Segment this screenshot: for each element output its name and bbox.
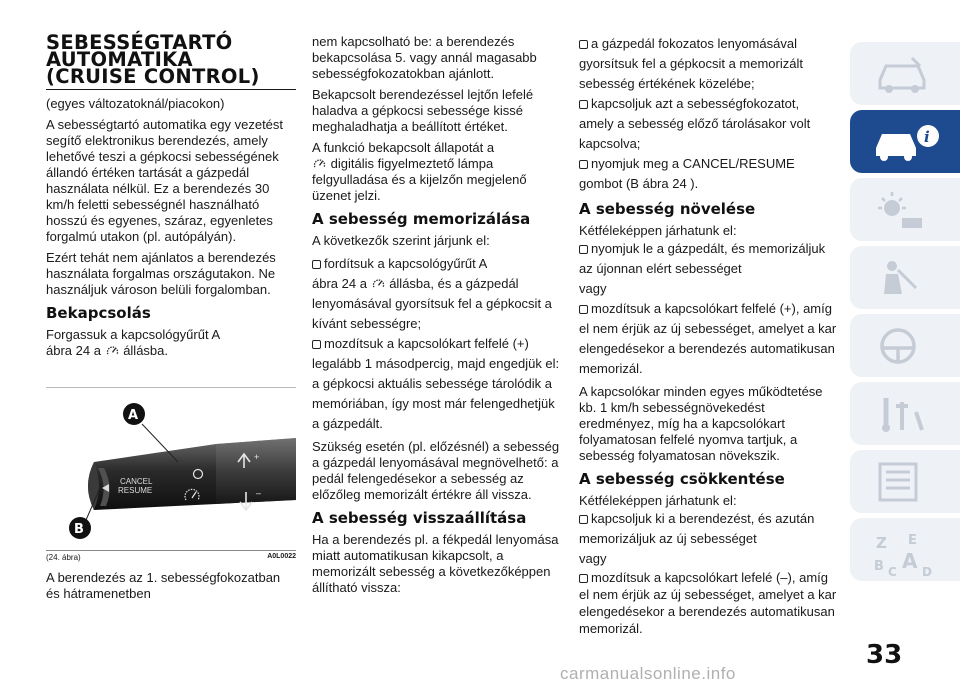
svg-text:Z: Z: [876, 534, 887, 552]
bullet-icon: [579, 245, 588, 254]
svg-text:D: D: [922, 565, 932, 578]
figure-resume-text: RESUME: [118, 486, 153, 495]
figure-caption-text: (24. ábra): [46, 553, 81, 562]
heading-csokkentes: A sebesség csökkentése: [579, 470, 785, 488]
list-item: kapcsoljuk azt a sebességfokozatot, amely a sebesség előző tárolásakor volt kapcsolva;: [579, 96, 811, 151]
paragraph-two-ways-2: Kétféleképpen járhatunk el:: [579, 493, 737, 508]
svg-text:–: –: [256, 488, 262, 498]
heading-visszaallitas: A sebesség visszaállítása: [312, 509, 527, 527]
chapter-tab-airbag[interactable]: [850, 246, 960, 309]
figure-24: [46, 392, 296, 562]
bullet-icon: [312, 260, 321, 269]
bullet-icon: [579, 160, 588, 169]
paragraph-steps-intro: A következők szerint járjunk el:: [312, 233, 490, 248]
column-3: [579, 34, 837, 637]
bekapcsolas-paragraph: Forgassuk a kapcsológyűrűt A ábra 24 a állásba.: [46, 327, 221, 358]
figure-caption: [46, 550, 296, 562]
figure-code: A0L0022: [267, 553, 296, 560]
steering-wheel-icon: [872, 324, 932, 368]
bullet-icon: [579, 515, 588, 524]
svg-text:B: B: [874, 559, 884, 574]
intro-paragraph: A sebességtartó automatika egy vezetést segítő elektronikus berendezés, amely lehetővé teszi a gépkocsi sebességének állandó értéken tartását a gázpedál használata nélkül. Ez a berendezés 30 km/h feletti sebességnél használható hosszú és egyenes, száraz, egyenletes forgalmú utakon (pl. autópályán).: [46, 117, 284, 244]
list-item: a gázpedál fokozatos lenyomásával gyorsítsuk fel a gépkocsit a memorizált sebesség értékének közelébe;: [579, 36, 803, 91]
svg-text:C: C: [888, 565, 897, 578]
list-item: nyomjuk meg a CANCEL/RESUME gombot (B ábra 24 ).: [579, 156, 795, 191]
paragraph-downhill: Bekapcsolt berendezéssel lejtőn lefelé haladva a gépkocsi sebessége kissé meghaladhatja a beállított értéket.: [312, 87, 534, 134]
section-title: [46, 31, 296, 90]
car-info-icon: [872, 120, 942, 164]
gear-note-paragraph: A berendezés az 1. sebességfokozatban és hátramenetben: [46, 570, 281, 601]
chapter-tab-index[interactable]: [850, 518, 960, 581]
subtitle: (egyes változatoknál/piacokon): [46, 96, 225, 111]
heading-memorizalas: A sebesség memorizálása: [312, 210, 531, 228]
heading-noveles: A sebesség növelése: [579, 200, 756, 218]
column-1: [46, 31, 296, 607]
title-line-2: AUTOMATIKA: [46, 48, 193, 71]
cruise-lamp-icon: [313, 158, 326, 169]
bullet-icon: [579, 100, 588, 109]
bullet-icon: [579, 574, 588, 583]
list-item: fordítsuk a kapcsológyűrűt A ábra 24 a állásba, és a gázpedál lenyomásával gyorsítsuk fel a gépkocsit a kívánt sebességre;: [312, 256, 552, 331]
paragraph-gear-advice: nem kapcsolható be: a berendezés bekapcsolása 5. vagy annál magasabb sebességfokozatokban ajánlott.: [312, 34, 537, 81]
chapter-sidebar: [844, 0, 960, 686]
bullet-icon: [312, 340, 321, 349]
svg-text:A: A: [902, 549, 918, 573]
heading-bekapcsolas: Bekapcsolás: [46, 304, 151, 322]
paragraph-two-ways: Kétféleképpen járhatunk el:: [579, 223, 737, 238]
figure-cancel-text: CANCEL: [120, 477, 153, 486]
paragraph-overtake: Szükség esetén (pl. előzésnél) a sebesség a gázpedál lenyomásával megnövelhető: a pedál felengedésekor a sebesség az előzőleg memorizált értékre áll vissza.: [312, 439, 560, 502]
paragraph-increment: A kapcsolókar minden egyes működtetése kb. 1 km/h sebességnövekedést eredményez, míg ha a kapcsolókart folyamatosan felfelé nyomva tartjuk, a sebesség folyamatosan növekszik.: [579, 384, 823, 463]
cruise-lamp-icon: [372, 278, 385, 289]
paragraph-restore: Ha a berendezés pl. a fékpedál lenyomása miatt automatikusan kikapcsolt, a memorizált sebesség a következőképpen állítható vissza:: [312, 532, 559, 595]
service-tools-icon: [872, 392, 932, 436]
title-line-1: SEBESSÉGTARTÓ: [46, 31, 233, 54]
chapter-tab-settings-list[interactable]: [850, 450, 960, 513]
or-text: vagy: [579, 281, 607, 296]
figure-top-rule: [46, 387, 296, 388]
index-icon: [872, 528, 942, 578]
airbag-icon: [872, 256, 932, 300]
paragraph-lamp: A funkció bekapcsolt állapotát a digitális figyelmeztető lámpa felgyulladása és a kijelzőn megjelenő üzenet jelzi.: [312, 140, 527, 203]
watermark-text: carmanualsonline.info: [560, 664, 736, 683]
page-number: 33: [866, 640, 903, 670]
figure-label-a: A: [128, 408, 139, 423]
warning-paragraph: Ezért tehát nem ajánlatos a berendezés használata forgalmas országutakon. Ne használjuk városon belüli forgalomban.: [46, 250, 276, 297]
chapter-tab-steering-wheel[interactable]: [850, 314, 960, 377]
cruise-control-lever-image: [46, 392, 296, 542]
chapter-tab-service[interactable]: [850, 382, 960, 445]
chapter-tab-car[interactable]: [850, 42, 960, 105]
list-item: nyomjuk le a gázpedált, és memorizáljuk az újonnan elért sebességet: [579, 241, 826, 276]
car-icon: [872, 52, 932, 96]
list-item: kapcsoljuk ki a berendezést, és azután memorizáljuk az új sebességet: [579, 511, 815, 546]
figure-label-b: B: [74, 522, 84, 537]
list-item: mozdítsuk a kapcsolókart felfelé (+) legalább 1 másodpercig, majd engedjük el: a gépkocsi aktuális sebessége tárolódik a memóriában, így most már felengedhetjük a gázpedált.: [312, 336, 560, 431]
or-text: vagy: [579, 551, 607, 566]
chapter-tab-warning-lights[interactable]: [850, 178, 960, 241]
settings-list-icon: [872, 460, 932, 504]
bullet-icon: [579, 40, 588, 49]
title-line-3: (CRUISE CONTROL): [46, 65, 260, 88]
svg-text:i: i: [924, 128, 930, 146]
list-item: mozdítsuk a kapcsolókart lefelé (–), amíg el nem érjük az új sebességet, amelyet a kar elengedésekor a berendezés automatikusan memorizál.: [579, 570, 837, 636]
chapter-tab-car-info[interactable]: [850, 110, 960, 173]
cruise-lamp-icon: [106, 345, 119, 356]
column-2: [312, 34, 564, 601]
bullet-icon: [579, 305, 588, 314]
svg-text:E: E: [908, 533, 917, 548]
svg-text:+: +: [254, 452, 260, 462]
list-item: mozdítsuk a kapcsolókart felfelé (+), amíg el nem érjük az új sebességet, amelyet a kar elengedésekor a berendezés automatikusan memorizál.: [579, 301, 837, 376]
warning-lights-icon: [872, 188, 932, 232]
